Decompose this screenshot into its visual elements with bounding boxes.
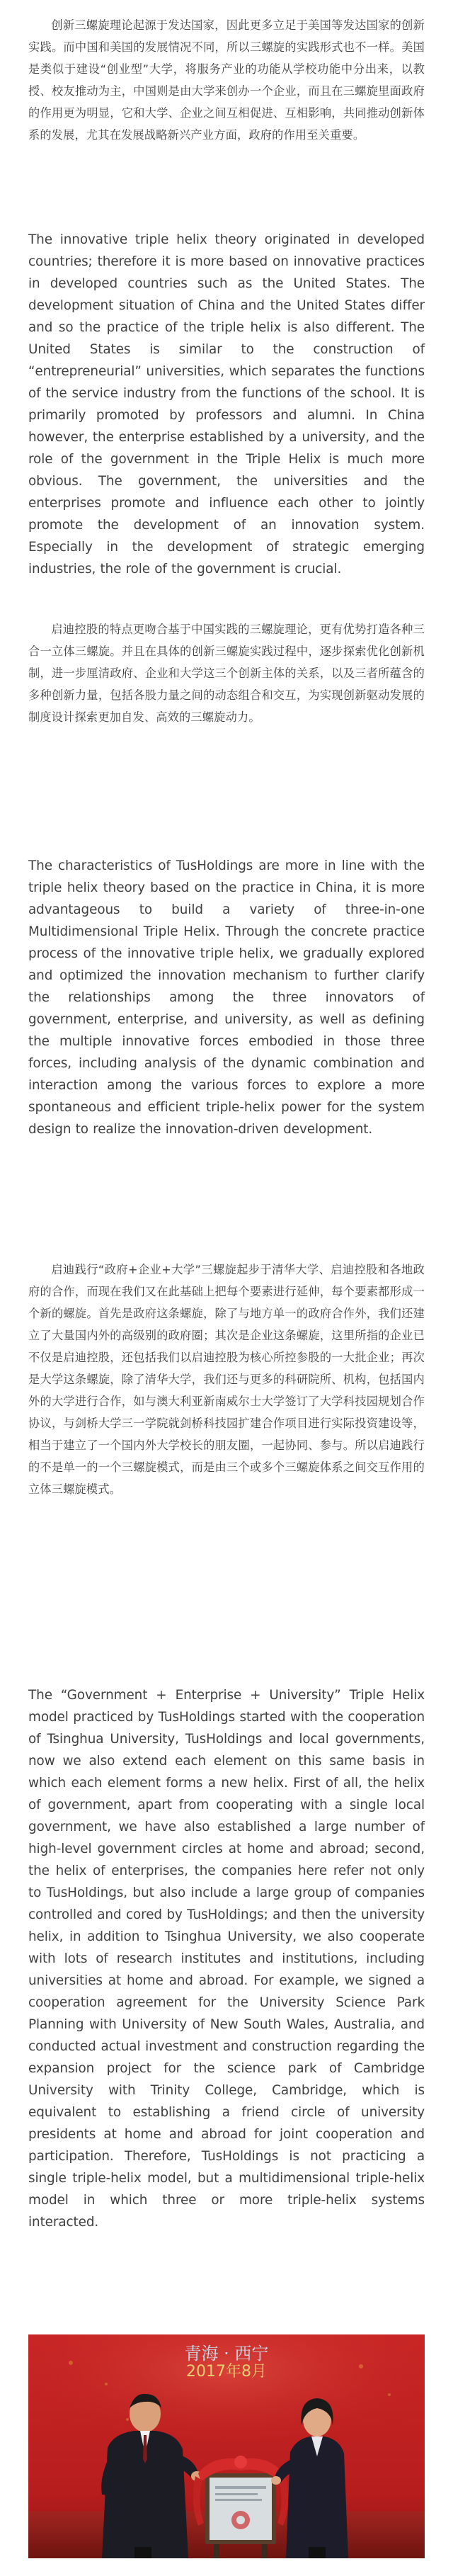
photo-caption xyxy=(28,2344,425,2381)
paragraph-zh-3: 启迪践行“政府+企业+大学”三螺旋起步于清华大学、启迪控股和各地政府的合作，而现在我们又在此基础上把每个要素进行延伸，每个要素都形成一个新的螺旋。首先是政府这条螺旋，除了与地方单一的政府合作外，我们还建立了大量国内外的高级别的政府圈；其次是企业这条螺旋，这里所指的企业已不仅是启迪控股，还包括我们以启迪控股为核心所控参股的一大批企业；再次是大学这条螺旋，除了清华大学，我们还与更多的科研院所、机构，包括国内外的大学进行合作，如与澳大利亚新南威尔士大学签订了大学科技园规划合作协议，与剑桥大学三一学院就剑桥科技园扩建合作项目进行实际投资建设等，相当于建立了一个国内外大学校长的朋友圈，一起协同、参与。所以启迪践行的不是单一的一个三螺旋模式，而是由三个或多个三螺旋体系之间交互作用的立体三螺旋模式。 xyxy=(28,1263,425,1496)
event-photo xyxy=(28,2334,425,2558)
paragraph-zh-1: 创新三螺旋理论起源于发达国家，因此更多立足于美国等发达国家的创新实践。而中国和美国的发展情况不同，所以三螺旋的实践形式也不一样。美国是类似于建设“创业型”大学，将服务产业的功能从学校功能中分出来，以教授、校友推动为主，中国则是由大学来创办一个企业，而且在三螺旋里面政府的作用更为明显，它和大学、企业之间互相促进、互相影响，共同推动创新体系的发展，尤其在发展战略新兴产业方面，政府的作用至关重要。 xyxy=(28,18,425,142)
paragraph-zh-2: 启迪控股的特点更吻合基于中国实践的三螺旋理论，更有优势打造各种三合一立体三螺旋。并且在具体的创新三螺旋实践过程中，逐步探索优化创新机制，进一步厘清政府、企业和大学这三个创新主体的关系，以及三者所蕴含的多种创新力量，包括各股力量之间的动态组合和交互，为实现创新驱动发展的制度设计探索更加自发、高效的三螺旋动力。 xyxy=(28,623,425,724)
paragraph-en-2: The characteristics of TusHoldings are more in line with the triple helix theory based on the practice in China, it is more advantageous to build a variety of three-in-one Multidimensional Triple Helix. Through the concrete practice process of the innovative triple helix, we gradually explored and optimized the innovation mechanism to further clarify the relationships among the three innovators of government, enterprise, and university, as well as defining the multiple innovative forces embodied in those three forces, including analysis of the dynamic combination and interaction among the various forces to explore a more spontaneous and efficient triple-helix power for the system design to realize the innovation-driven development. xyxy=(28,858,425,1137)
photo-location: 青海 · 西宁 xyxy=(184,2344,269,2364)
paragraph-en-1: The innovative triple helix theory originated in developed countries; therefore it is more based on innovative practices in developed countries such as the United States. The development situation of China and the United States differ and so the practice of the triple helix is also different. The United States is similar to the construction of “entrepreneurial” universities, which separates the functions of the service industry from the functions of the school. It is primarily promoted by professors and alumni. In China however, the enterprise established by a university, and the role of the government in the Triple Helix is much more obvious. The government, the universities and the enterprises promote and influence each other to jointly promote the development of an innovation system. Especially in the development of strategic emerging industries, the role of the government is crucial. xyxy=(28,232,425,577)
photo-date: 2017年8月 xyxy=(186,2363,267,2381)
paragraph-en-3: The “Government + Enterprise + University” Triple Helix model practiced by TusHoldings started with the cooperation of Tsinghua University, TusHoldings and local governments, now we also extend each element on this same basis in which each element forms a new helix. First of all, the helix of government, apart from cooperating with a single local government, we have also established a large number of high-level government circles at home and abroad; second, the helix of enterprises, the companies here refer not only to TusHoldings, but also include a large group of companies controlled and cored by TusHoldings; and then the university helix, in addition to Tsinghua University, we also cooperate with lots of research institutes and institutions, including universities at home and abroad. For example, we signed a cooperation agreement for the University Science Park Planning with University of New South Wales, Australia, and conducted actual investment and construction regarding the expansion project for the science park of Cambridge University with Trinity College, Cambridge, which is equivalent to establishing a friend circle of university presidents at home and abroad for joint cooperation and participation. Therefore, TusHoldings is not practicing a single triple-helix model, but a multidimensional triple-helix model in which three or more triple-helix systems interacted. xyxy=(28,1688,425,2230)
